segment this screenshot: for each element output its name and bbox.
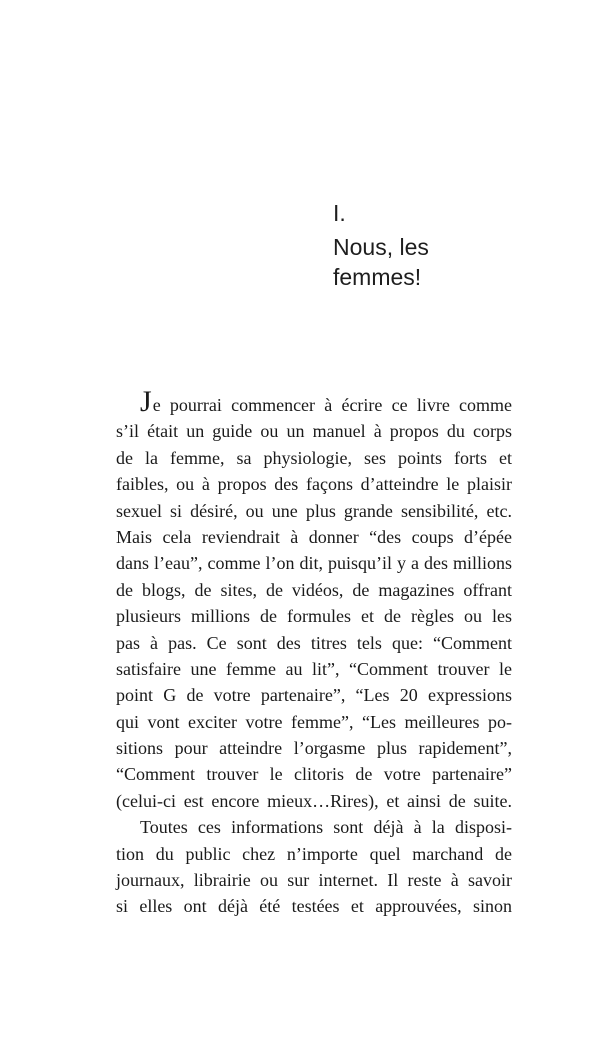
paragraph-1-line-4: faibles, ou à propos des façons d’atteindre le plaisir [116, 474, 512, 495]
paragraph-2-line-1: Toutes ces informations sont déjà à la disposi- [140, 817, 512, 838]
paragraph-1-line-2: s’il était un guide ou un manuel à propos du corps [116, 421, 512, 442]
chapter-heading [333, 198, 553, 292]
paragraph-1-line-9: plusieurs millions de formules et de règles ou les [116, 606, 512, 627]
paragraph-1-line-16: (celui-ci est encore mieux…Rires), et ainsi de suite. [116, 790, 512, 811]
chapter-title-line-1: Nous, les [333, 234, 429, 260]
chapter-number: I. [333, 200, 346, 226]
paragraph-1-line-13: qui vont exciter votre femme”, “Les meilleures po- [116, 711, 512, 732]
paragraph-1-line-11: satisfaire une femme au lit”, “Comment trouver le [116, 658, 512, 679]
paragraph-1-line-12: point G de votre partenaire”, “Les 20 expressions [116, 685, 512, 706]
paragraph-2-line-2: tion du public chez n’importe quel marchand de [116, 843, 512, 864]
paragraph-2-line-4: si elles ont déjà été testées et approuvées, sinon [116, 896, 512, 917]
paragraph-1-line-14: sitions pour atteindre l’orgasme plus rapidement”, [116, 738, 512, 759]
paragraph-1-line-5: sexuel si désiré, ou une plus grande sensibilité, etc. [116, 500, 512, 521]
paragraph-1-line-6: Mais cela reviendrait à donner “des coups d’épée [116, 526, 512, 547]
body-text [116, 385, 512, 920]
chapter-title-line-2: femmes! [333, 264, 422, 290]
paragraph-1-line-1 [116, 385, 512, 418]
paragraph-1-line-10: pas à pas. Ce sont des titres tels que: “Comment [116, 632, 512, 653]
paragraph-1-line-8: de blogs, de sites, de vidéos, de magazines offrant [116, 579, 512, 600]
drop-cap: J [140, 385, 152, 418]
paragraph-1-line-15: “Comment trouver le clitoris de votre partenaire” [116, 764, 512, 785]
paragraph-1-line-3: de la femme, sa physiologie, ses points forts et [116, 447, 512, 468]
paragraph-1-line-1-text: e pourrai commencer à écrire ce livre comme [152, 395, 512, 415]
paragraph-2-line-3: journaux, librairie ou sur internet. Il reste à savoir [116, 870, 512, 891]
paragraph-1-line-7: dans l’eau”, comme l’on dit, puisqu’il y a des millions [116, 553, 512, 574]
